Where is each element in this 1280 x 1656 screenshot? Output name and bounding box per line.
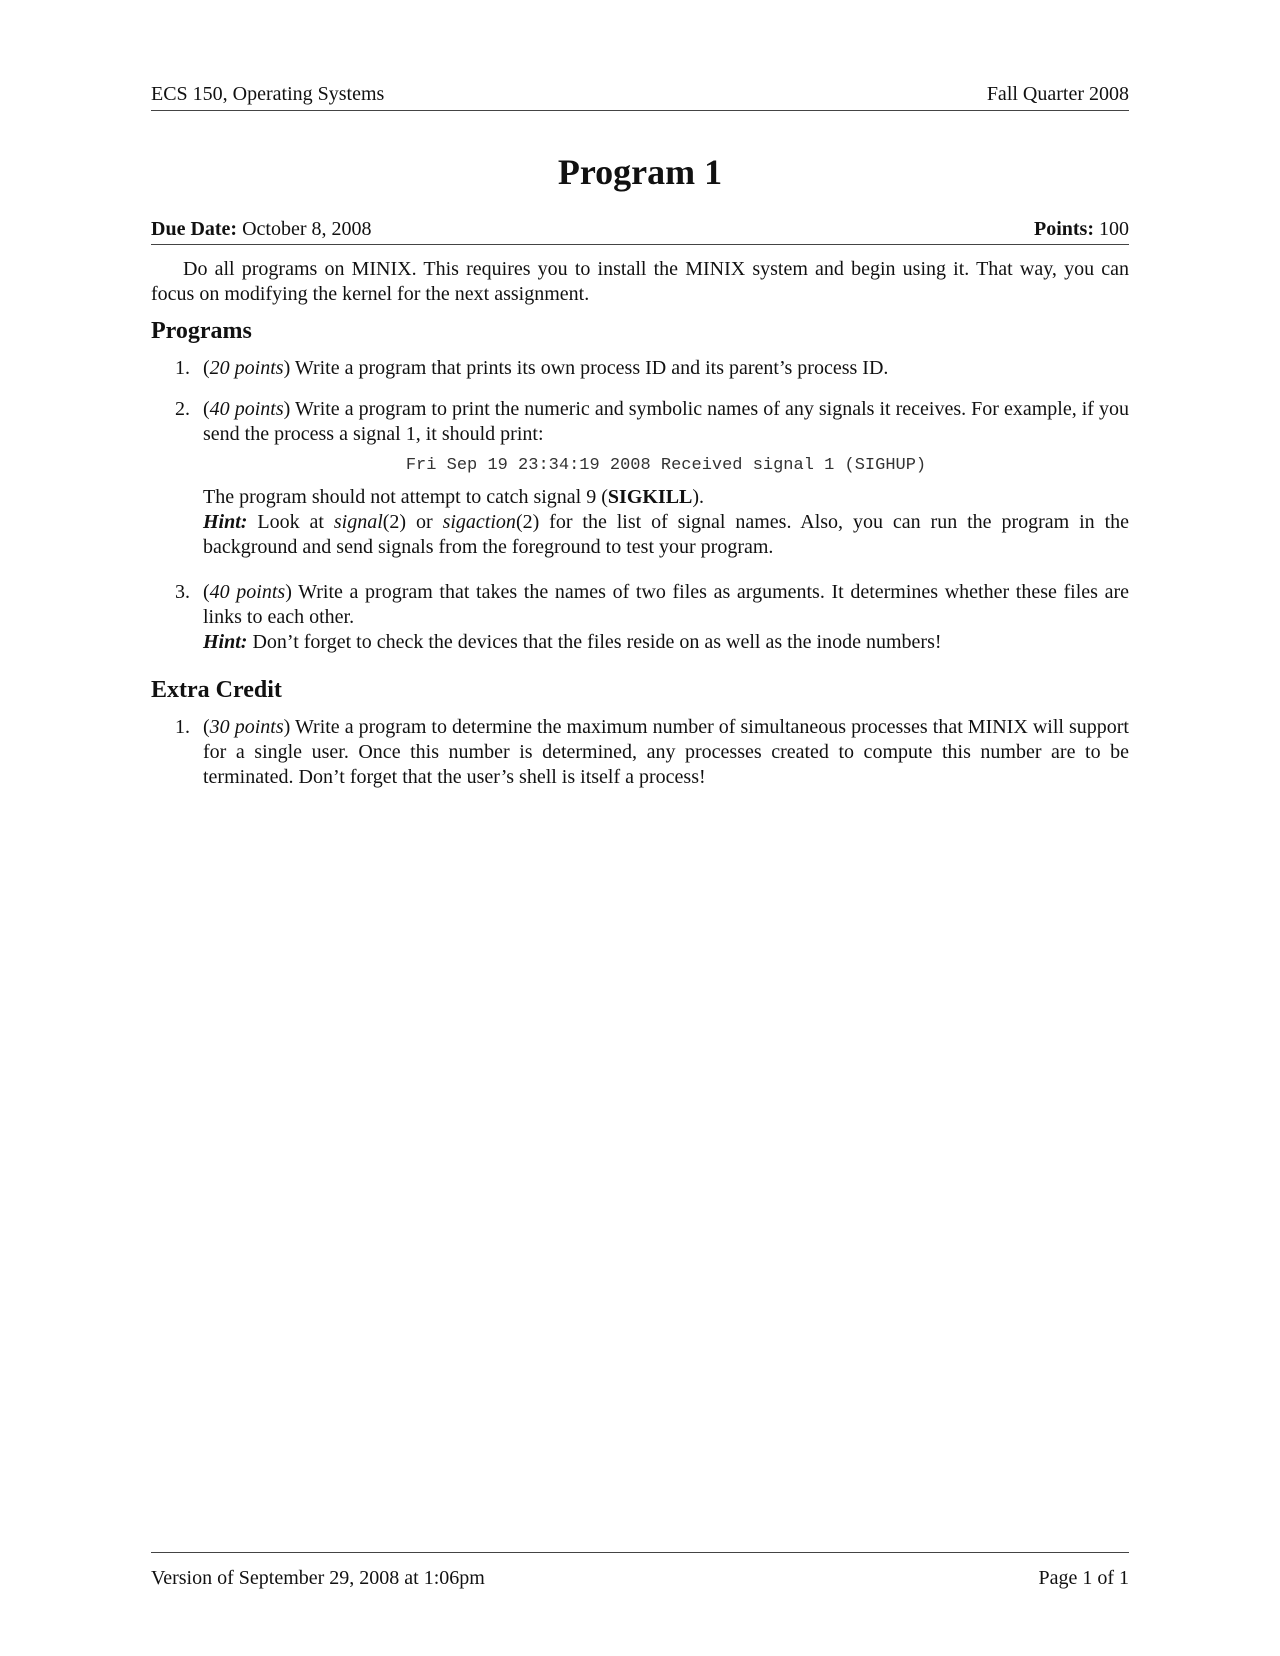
item-number: 2. [175,398,190,420]
running-header [151,82,1129,111]
page-number: Page 1 of 1 [1038,1567,1129,1589]
item-text: (40 points) Write a program that takes the names of two files as arguments. It determines whether these files are links to each other. [203,581,1129,628]
due-date-label: Due Date: [151,218,238,240]
item-description: Write a program to determine the maximum number of simultaneous processes that MINIX will support for a single user. Once this number is determined, any processes created to compute this number are to be terminated. Don’t forget that the user’s shell is itself a process! [203,716,1129,788]
sigkill-name: SIGKILL [607,486,693,508]
item-number: 3. [175,581,190,603]
programs-heading: Programs [151,318,252,344]
document-title: Program 1 [557,152,723,192]
item-points: 40 points [209,581,286,603]
points-label: Points: [1034,218,1094,240]
item-points: 30 points [209,716,284,738]
item-description: Write a program that prints its own process ID and its parent’s process ID. [294,357,889,379]
item-description: Write a program that takes the names of two files as arguments. It determines whether these files are links to each other. [203,581,1129,628]
hint-text: Look at [257,511,324,533]
term: Fall Quarter 2008 [986,83,1129,105]
item-text: (40 points) Write a program to print the numeric and symbolic names of any signals it receives. For example, if you send the process a signal 1, it should print: [203,398,1129,445]
item-description: Write a program to print the numeric and symbolic names of any signals it receives. For example, if you send the process a signal 1, it should print: [203,398,1129,445]
item-text: (20 points) Write a program that prints its own process ID and its parent’s process ID. [203,357,889,379]
hint-text: (2) for the list of signal names. Also, you can run the program in the background and send signals from the foreground to test your program. [203,511,1130,558]
hint-label: Hint: [203,631,248,653]
assignment-meta [151,216,1129,245]
points-value: 100 [1099,218,1129,240]
hint-text: (2) or [382,511,433,533]
function-name: signal [333,511,383,533]
item-text: (30 points) Write a program to determine the maximum number of simultaneous processes that MINIX will support for a single user. Once this number is determined, any processes created to compute this number are to be terminated. Don’t forget that the user’s shell is itself a process! [203,716,1129,788]
item-points: 20 points [209,357,284,379]
intro-paragraph: Do all programs on MINIX. This requires you to install the MINIX system and begin using it. That way, you can focus on modifying the kernel for the next assignment. [151,258,1129,305]
page-footer [151,1552,1129,1591]
points [1034,216,1129,244]
item-points: 40 points [209,398,284,420]
item-number: 1. [175,357,190,379]
version-text: Version of September 29, 2008 at 1:06pm [151,1567,485,1589]
note-text: The program should not attempt to catch signal 9 ( [203,486,608,508]
note-text-end: ). [692,486,705,508]
document-page [151,0,1129,1656]
hint [203,630,1129,655]
due-date-value: October 8, 2008 [242,218,372,240]
due-date [151,216,372,244]
hint-label: Hint: [203,511,248,533]
function-name: sigaction [442,511,516,533]
extra-credit-heading: Extra Credit [151,677,282,703]
example-output: Fri Sep 19 23:34:19 2008 Received signal 1 (SIGHUP) [405,456,927,475]
item-number: 1. [175,716,190,738]
signal-note [203,485,1129,510]
course-name: ECS 150, Operating Systems [151,83,385,105]
hint-text: Don’t forget to check the devices that the files reside on as well as the inode numbers! [252,631,942,653]
hint [203,510,1129,560]
